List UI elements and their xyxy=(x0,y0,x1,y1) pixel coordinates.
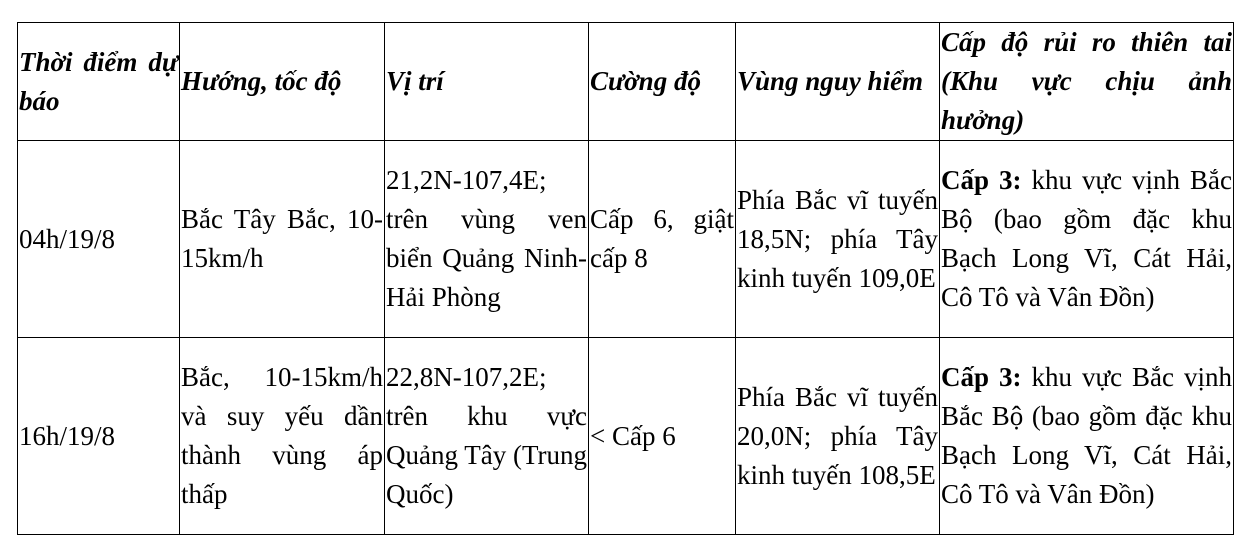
header-intensity: Cường độ xyxy=(589,23,736,141)
cell-risk xyxy=(940,338,1234,535)
table-row xyxy=(18,141,1234,338)
cell-intensity: < Cấp 6 xyxy=(589,338,736,535)
cell-danger-zone: Phía Bắc vĩ tuyến 20,0N; phía Tây kinh tuyến 108,5E xyxy=(736,338,940,535)
cell-risk xyxy=(940,141,1234,338)
cell-position: 21,2N-107,4E; trên vùng ven biển Quảng Ninh-Hải Phòng xyxy=(385,141,589,338)
cell-direction-speed: Bắc Tây Bắc, 10-15km/h xyxy=(180,141,385,338)
header-danger-zone: Vùng nguy hiểm xyxy=(736,23,940,141)
risk-level-label: Cấp 3: xyxy=(941,165,1022,195)
cell-time: 16h/19/8 xyxy=(18,338,180,535)
forecast-table xyxy=(17,22,1234,535)
risk-level-label: Cấp 3: xyxy=(941,362,1022,392)
cell-position: 22,8N-107,2E; trên khu vực Quảng Tây (Trung Quốc) xyxy=(385,338,589,535)
table-row xyxy=(18,338,1234,535)
risk-area-text: khu vực Bắc vịnh Bắc Bộ (bao gồm đặc khu Bạch Long Vĩ, Cát Hải, Cô Tô và Vân Đồn) xyxy=(941,362,1232,509)
header-direction-speed: Hướng, tốc độ xyxy=(180,23,385,141)
cell-time: 04h/19/8 xyxy=(18,141,180,338)
cell-intensity: Cấp 6, giật cấp 8 xyxy=(589,141,736,338)
table-header-row xyxy=(18,23,1234,141)
header-forecast-time: Thời điểm dự báo xyxy=(18,23,180,141)
risk-area-text: khu vực vịnh Bắc Bộ (bao gồm đặc khu Bạch Long Vĩ, Cát Hải, Cô Tô và Vân Đồn) xyxy=(941,165,1232,312)
cell-direction-speed: Bắc, 10-15km/h và suy yếu dần thành vùng áp thấp xyxy=(180,338,385,535)
cell-danger-zone: Phía Bắc vĩ tuyến 18,5N; phía Tây kinh tuyến 109,0E xyxy=(736,141,940,338)
header-risk-level: Cấp độ rủi ro thiên tai (Khu vực chịu ảnh hưởng) xyxy=(940,23,1234,141)
header-position: Vị trí xyxy=(385,23,589,141)
